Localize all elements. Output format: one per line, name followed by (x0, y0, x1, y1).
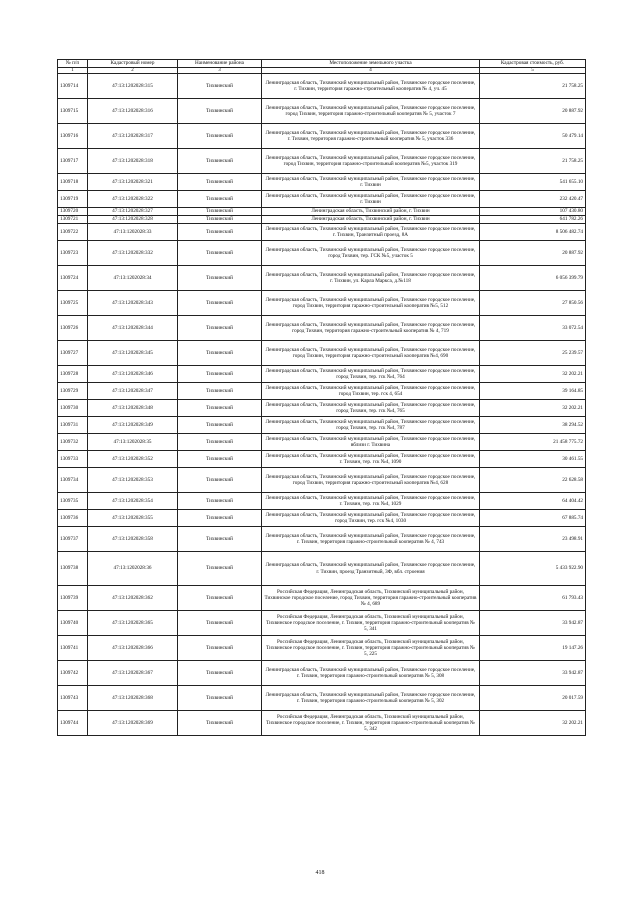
row-number: 1309715 (58, 99, 88, 124)
cadastral-value: 641 782.26 (480, 216, 586, 224)
cadastral-number: 47:13:1202028:353 (88, 468, 178, 493)
location: Ленинградская область, Тихвинский муниципальный район, Тихвинское городское поселение, г. Тихвин, территория гаражно-строительный кооператив № 4, 743 (262, 527, 480, 552)
cadastral-number: 47:13:1202028:368 (88, 686, 178, 711)
location: Ленинградская область, Тихвинский район, г. Тихвин (262, 216, 480, 224)
cadastral-number: 47:13:1202028:346 (88, 366, 178, 383)
table-row (58, 451, 586, 468)
column-number: 3 (178, 68, 262, 74)
cadastral-number: 47:13:1202028:35 (88, 434, 178, 451)
row-number: 1309718 (58, 174, 88, 191)
table-row (58, 149, 586, 174)
district-name: Тихвинский (178, 191, 262, 208)
cadastral-number: 47:13:1202028:365 (88, 611, 178, 636)
table-row (58, 241, 586, 266)
district-name: Тихвинский (178, 241, 262, 266)
location: Российская Федерация, Ленинградская область, Тихвинский муниципальный район, Тихвинское городское поселение, г. Тихвин, территория гаражно-строительный кооператив № 5, 225 (262, 636, 480, 661)
district-name: Тихвинский (178, 74, 262, 99)
cadastral-value: 67 885.74 (480, 510, 586, 527)
cadastral-number: 47:13:1202028:367 (88, 661, 178, 686)
row-number: 1309728 (58, 366, 88, 383)
cadastral-value: 5 433 922.90 (480, 552, 586, 586)
cadastral-number: 47:13:1202028:352 (88, 451, 178, 468)
cadastral-number: 47:13:1202028:317 (88, 124, 178, 149)
cadastral-value: 107 430.80 (480, 208, 586, 216)
cadastral-value: 20 017.59 (480, 686, 586, 711)
table-row (58, 124, 586, 149)
header-cadastral-number: Кадастровый номер (88, 60, 178, 68)
district-name: Тихвинский (178, 527, 262, 552)
cadastral-value: 541 655.10 (480, 174, 586, 191)
cadastral-number: 47:13:1202028:344 (88, 316, 178, 341)
location: Ленинградская область, Тихвинский муниципальный район, Тихвинское городское поселение, г. Тихвин, территория гаражно-строительный кооператив № 5, 302 (262, 686, 480, 711)
table-row (58, 74, 586, 99)
location: Ленинградская область, Тихвинский муниципальный район, Тихвинское городское поселение, город Тихвин, тер. гск №4, 765 (262, 400, 480, 417)
row-number: 1309733 (58, 451, 88, 468)
location: Ленинградская область, Тихвинский муниципальный район, Тихвинское городское поселение, город Тихвин, территория гаражно-строительный кооператив №5, участок 319 (262, 149, 480, 174)
table-row (58, 400, 586, 417)
location: Ленинградская область, Тихвинский муниципальный район, Тихвинское городское поселение, г. Тихвин (262, 174, 480, 191)
cadastral-value: 38 294.52 (480, 417, 586, 434)
row-number: 1309744 (58, 711, 88, 736)
district-name: Тихвинский (178, 552, 262, 586)
location: Российская Федерация, Ленинградская область, Тихвинский муниципальный район, Тихвинское городское поселение, г. Тихвин, территория гаражно-строительный кооператив № 5, 341 (262, 611, 480, 636)
table-row (58, 383, 586, 400)
cadastral-number: 47:13:1202028:315 (88, 74, 178, 99)
cadastral-value: 32 202.21 (480, 711, 586, 736)
table-row (58, 99, 586, 124)
table-row (58, 266, 586, 291)
header-cadastral-value: Кадастровая стоимость, руб. (480, 60, 586, 68)
district-name: Тихвинский (178, 661, 262, 686)
cadastral-number: 47:13:1202028:343 (88, 291, 178, 316)
location: Ленинградская область, Тихвинский муниципальный район, Тихвинское городское поселение, город Тихвин, тер. гск №4, 764 (262, 366, 480, 383)
cadastral-number: 47:13:1202028:354 (88, 493, 178, 510)
table-row (58, 510, 586, 527)
district-name: Тихвинский (178, 366, 262, 383)
table-row (58, 552, 586, 586)
cadastral-number: 47:13:1202028:33 (88, 224, 178, 241)
cadastral-value: 33 942.87 (480, 661, 586, 686)
cadastral-value: 27 850.56 (480, 291, 586, 316)
row-number: 1309734 (58, 468, 88, 493)
cadastral-number: 47:13:1202028:349 (88, 417, 178, 434)
location: Ленинградская область, Тихвинский муниципальный район, Тихвинское городское поселение, г. Тихвин (262, 191, 480, 208)
district-name: Тихвинский (178, 341, 262, 366)
location: Ленинградская область, Тихвинский муниципальный район, Тихвинское городское поселение, г. Тихвин, ул. Карла Маркса, д.№118 (262, 266, 480, 291)
district-name: Тихвинский (178, 266, 262, 291)
row-number: 1309724 (58, 266, 88, 291)
district-name: Тихвинский (178, 208, 262, 216)
table-row (58, 661, 586, 686)
table-row (58, 341, 586, 366)
location: Ленинградская область, Тихвинский муниципальный район, Тихвинское городское поселение, г. Тихвин, территория гаражно-строительный кооператив № 5, 308 (262, 661, 480, 686)
row-number: 1309731 (58, 417, 88, 434)
district-name: Тихвинский (178, 99, 262, 124)
cadastral-value: 21 458 775.72 (480, 434, 586, 451)
cadastral-value: 6 056 399.79 (480, 266, 586, 291)
cadastral-number: 47:13:1202028:316 (88, 99, 178, 124)
cadastral-value: 39 164.85 (480, 383, 586, 400)
row-number: 1309738 (58, 552, 88, 586)
district-name: Тихвинский (178, 468, 262, 493)
row-number: 1309714 (58, 74, 88, 99)
cadastral-number: 47:13:1202028:355 (88, 510, 178, 527)
row-number: 1309725 (58, 291, 88, 316)
district-name: Тихвинский (178, 224, 262, 241)
district-name: Тихвинский (178, 636, 262, 661)
row-number: 1309736 (58, 510, 88, 527)
cadastral-number: 47:13:1202028:362 (88, 586, 178, 611)
row-number: 1309741 (58, 636, 88, 661)
table-header-row (58, 60, 586, 68)
table-body (58, 74, 586, 736)
district-name: Тихвинский (178, 400, 262, 417)
cadastral-value: 232 420.47 (480, 191, 586, 208)
location: Российская Федерация, Ленинградская область, Тихвинский муниципальный район, Тихвинское городское поселение, город Тихвин, территория гаражно-строительный кооператив № 4, 689 (262, 586, 480, 611)
table-row (58, 291, 586, 316)
location: Ленинградская область, Тихвинский муниципальный район, Тихвинское городское поселение, город Тихвин, территория гаражно-строительный кооператив № 5, участок 7 (262, 99, 480, 124)
table-row (58, 636, 586, 661)
district-name: Тихвинский (178, 510, 262, 527)
cadastral-table (57, 59, 586, 736)
cadastral-number: 47:13:1202028:322 (88, 191, 178, 208)
location: Ленинградская область, Тихвинский муниципальный район, Тихвинское городское поселение, город Тихвин, тер. гск 4, 654 (262, 383, 480, 400)
table-row (58, 468, 586, 493)
cadastral-value: 21 758.25 (480, 74, 586, 99)
table-row (58, 611, 586, 636)
column-number: 1 (58, 68, 88, 74)
header-location: Местоположение земельного участка (262, 60, 480, 68)
cadastral-number: 47:13:1202028:332 (88, 241, 178, 266)
table-row (58, 174, 586, 191)
cadastral-number: 47:13:1202028:328 (88, 216, 178, 224)
row-number: 1309737 (58, 527, 88, 552)
row-number: 1309732 (58, 434, 88, 451)
row-number: 1309740 (58, 611, 88, 636)
district-name: Тихвинский (178, 611, 262, 636)
location: Ленинградская область, Тихвинский муниципальный район, Тихвинское городское поселение, город Тихвин, территория гаражно-строительный кооператив № 4, 719 (262, 316, 480, 341)
cadastral-value: 50 479.14 (480, 124, 586, 149)
row-number: 1309721 (58, 216, 88, 224)
table-row (58, 417, 586, 434)
cadastral-number: 47:13:1202028:327 (88, 208, 178, 216)
row-number: 1309743 (58, 686, 88, 711)
location: Ленинградская область, Тихвинский муниципальный район, Тихвинское городское поселение, город Тихвин, территория гаражно-строительный кооператив №4, 690 (262, 341, 480, 366)
location: Ленинградская область, Тихвинский муниципальный район, Тихвинское городское поселение, вблизи г. Тихвина (262, 434, 480, 451)
location: Ленинградская область, Тихвинский муниципальный район, Тихвинское городское поселение, г. Тихвин, тер. гск №4, 1029 (262, 493, 480, 510)
location: Ленинградская область, Тихвинский муниципальный район, Тихвинское городское поселение, г. Тихвин, территория гаражно-строительный кооператив № 4, уч. 45 (262, 74, 480, 99)
table-row (58, 586, 586, 611)
district-name: Тихвинский (178, 316, 262, 341)
cadastral-value: 8 506 482.74 (480, 224, 586, 241)
row-number: 1309720 (58, 208, 88, 216)
table-row (58, 711, 586, 736)
table-row (58, 224, 586, 241)
table-row (58, 316, 586, 341)
cadastral-value: 25 239.57 (480, 341, 586, 366)
cadastral-value: 23 498.91 (480, 527, 586, 552)
district-name: Тихвинский (178, 124, 262, 149)
row-number: 1309739 (58, 586, 88, 611)
district-name: Тихвинский (178, 149, 262, 174)
cadastral-number: 47:13:1202028:358 (88, 527, 178, 552)
row-number: 1309717 (58, 149, 88, 174)
cadastral-number: 47:13:1202028:318 (88, 149, 178, 174)
cadastral-value: 61 793.43 (480, 586, 586, 611)
cadastral-value: 32 202.21 (480, 400, 586, 417)
location: Российская Федерация, Ленинградская область, Тихвинский муниципальный район, Тихвинское городское поселение, г. Тихвин, территория гаражно-строительный кооператив № 5, 342 (262, 711, 480, 736)
header-district: Наименование района (178, 60, 262, 68)
table-row (58, 366, 586, 383)
location: Ленинградская область, Тихвинский муниципальный район, Тихвинское городское поселение, город Тихвин, территория гаражно-строительный кооператив №4, 628 (262, 468, 480, 493)
location: Ленинградская область, Тихвинский муниципальный район, Тихвинское городское поселение, город Тихвин, тер. ГСК №5, участок 5 (262, 241, 480, 266)
cadastral-value: 30 461.55 (480, 451, 586, 468)
row-number: 1309729 (58, 383, 88, 400)
location: Ленинградская область, Тихвинский муниципальный район, Тихвинское городское поселение, г. Тихвин, Транзитный проезд, 8А (262, 224, 480, 241)
cadastral-number: 47:13:1202028:366 (88, 636, 178, 661)
cadastral-value: 33 072.54 (480, 316, 586, 341)
row-number: 1309726 (58, 316, 88, 341)
row-number: 1309730 (58, 400, 88, 417)
row-number: 1309719 (58, 191, 88, 208)
cadastral-value: 20 887.92 (480, 241, 586, 266)
table-row (58, 191, 586, 208)
location: Ленинградская область, Тихвинский муниципальный район, Тихвинское городское поселение, г. Тихвин, проезд Транзитный, 3Ф, вбл. строения (262, 552, 480, 586)
header-number: № п/п (58, 60, 88, 68)
cadastral-value: 22 628.58 (480, 468, 586, 493)
table-row (58, 493, 586, 510)
cadastral-value: 64 404.42 (480, 493, 586, 510)
page-number: 418 (315, 870, 325, 876)
cadastral-number: 47:13:1202028:36 (88, 552, 178, 586)
column-number: 5 (480, 68, 586, 74)
row-number: 1309742 (58, 661, 88, 686)
column-number: 4 (262, 68, 480, 74)
row-number: 1309716 (58, 124, 88, 149)
cadastral-number: 47:13:1202028:321 (88, 174, 178, 191)
row-number: 1309727 (58, 341, 88, 366)
row-number: 1309722 (58, 224, 88, 241)
row-number: 1309735 (58, 493, 88, 510)
district-name: Тихвинский (178, 711, 262, 736)
row-number: 1309723 (58, 241, 88, 266)
table-row (58, 686, 586, 711)
cadastral-value: 33 942.87 (480, 611, 586, 636)
district-name: Тихвинский (178, 174, 262, 191)
district-name: Тихвинский (178, 493, 262, 510)
cadastral-number: 47:13:1202028:348 (88, 400, 178, 417)
cadastral-value: 20 887.92 (480, 99, 586, 124)
table-row (58, 527, 586, 552)
cadastral-value: 21 758.25 (480, 149, 586, 174)
district-name: Тихвинский (178, 451, 262, 468)
location: Ленинградская область, Тихвинский муниципальный район, Тихвинское городское поселение, город Тихвин, тер. гск №4, 1030 (262, 510, 480, 527)
table-row (58, 216, 586, 224)
column-number: 2 (88, 68, 178, 74)
cadastral-number: 47:13:1202028:347 (88, 383, 178, 400)
location: Ленинградская область, Тихвинский район, г. Тихвин (262, 208, 480, 216)
district-name: Тихвинский (178, 383, 262, 400)
district-name: Тихвинский (178, 291, 262, 316)
location: Ленинградская область, Тихвинский муниципальный район, Тихвинское городское поселение, г. Тихвин, территория гаражно-строительный кооператив № 5, участок 336 (262, 124, 480, 149)
district-name: Тихвинский (178, 216, 262, 224)
cadastral-number: 47:13:1202028:345 (88, 341, 178, 366)
cadastral-number: 47:13:1202028:369 (88, 711, 178, 736)
district-name: Тихвинский (178, 586, 262, 611)
location: Ленинградская область, Тихвинский муниципальный район, Тихвинское городское поселение, город Тихвин, тер. гск №4, 787 (262, 417, 480, 434)
table-row (58, 208, 586, 216)
location: Ленинградская область, Тихвинский муниципальный район, Тихвинское городское поселение, г. Тихвин, тер. гск №4, 1090 (262, 451, 480, 468)
cadastral-value: 32 202.21 (480, 366, 586, 383)
table-row (58, 434, 586, 451)
district-name: Тихвинский (178, 417, 262, 434)
district-name: Тихвинский (178, 686, 262, 711)
cadastral-value: 19 147.26 (480, 636, 586, 661)
location: Ленинградская область, Тихвинский муниципальный район, Тихвинское городское поселение, город Тихвин, территория гаражно-строительный кооператив №5, 512 (262, 291, 480, 316)
cadastral-number: 47:13:1202028:34 (88, 266, 178, 291)
district-name: Тихвинский (178, 434, 262, 451)
